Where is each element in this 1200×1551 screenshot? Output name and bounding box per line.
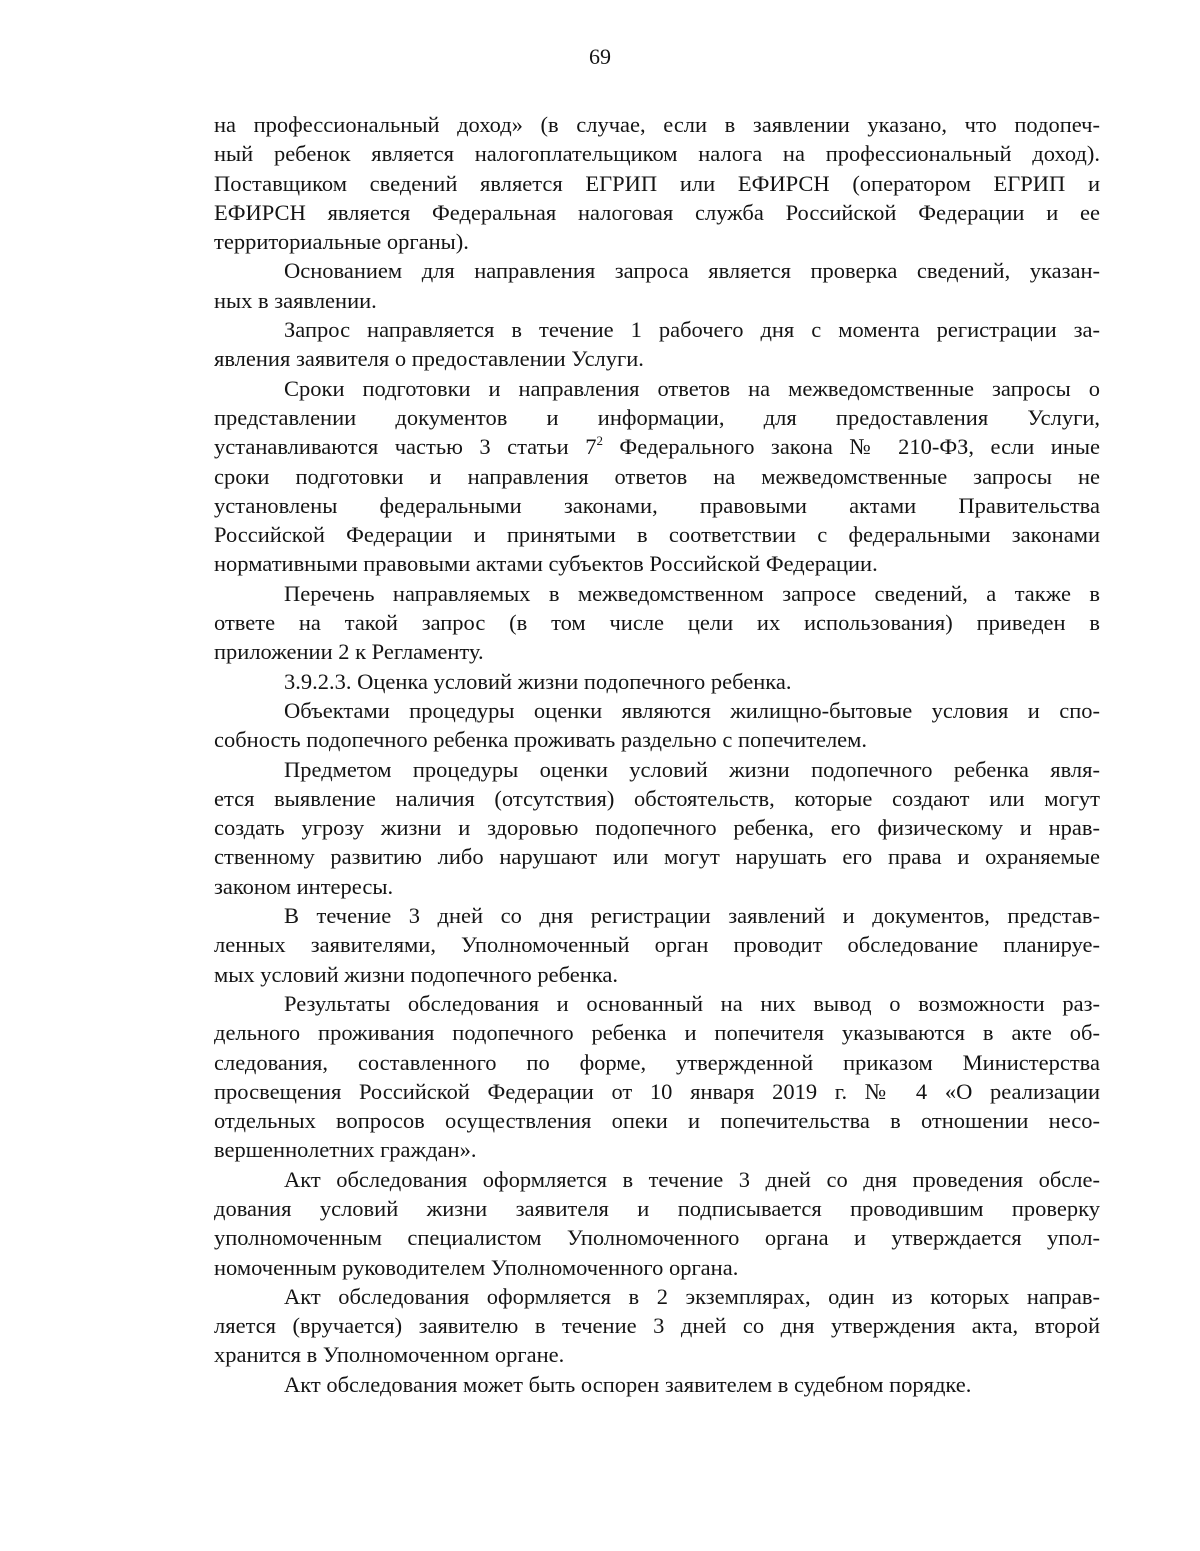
text-line-content: 3.9.2.3. Оценка условий жизни подопечного ребенка.: [284, 668, 792, 694]
text-line-content: Результаты обследования и основанный на них вывод о возможности раз-: [284, 990, 1100, 1016]
document-body: [214, 110, 1100, 1399]
text-line: [214, 227, 1100, 256]
text-line: [214, 755, 1100, 784]
text-line: [214, 1106, 1100, 1135]
text-line-content: ных в заявлении.: [214, 287, 377, 313]
text-line-content: Объектами процедуры оценки являются жилищно-бытовые условия и спо-: [284, 697, 1100, 723]
text-line-content: на профессиональный доход» (в случае, если в заявлении указано, что подопеч-: [214, 112, 1100, 137]
text-line-content: дования условий жизни заявителя и подписывается проводившим проверку: [214, 1195, 1100, 1221]
text-line-content: Поставщиком сведений является ЕГРИП или ЕФИРСН (оператором ЕГРИП и: [214, 170, 1100, 196]
text-line: [214, 813, 1100, 842]
text-line: [214, 1282, 1100, 1311]
text-line-content: устанавливаются частью 3 статьи 7: [214, 434, 597, 460]
text-line-content: нормативными правовыми актами субъектов Российской Федерации.: [214, 551, 878, 577]
text-line: [214, 139, 1100, 168]
text-line: [214, 462, 1100, 491]
text-line-content: ственному развитию либо нарушают или могут нарушать его права и охраняемые: [214, 844, 1100, 870]
text-line-content: уполномоченным специалистом Уполномоченного органа и утверждается упол-: [214, 1225, 1100, 1251]
page-number: 69: [589, 44, 611, 69]
text-line-content: ЕФИРСН является Федеральная налоговая служба Российской Федерации и ее: [214, 199, 1100, 225]
text-line-content: номоченным руководителем Уполномоченного органа.: [214, 1254, 739, 1280]
text-line: [214, 667, 1100, 696]
text-line-content: мых условий жизни подопечного ребенка.: [214, 961, 619, 987]
text-line: [214, 169, 1100, 198]
text-line: [214, 403, 1100, 432]
text-line: [214, 549, 1100, 578]
text-line: [214, 1077, 1100, 1106]
text-line: [214, 608, 1100, 637]
text-line: [214, 520, 1100, 549]
text-line: [214, 842, 1100, 871]
text-line: [214, 1048, 1100, 1077]
text-line-content: ный ребенок является налогоплательщиком налога на профессиональный доход).: [214, 141, 1100, 167]
text-line: [214, 1311, 1100, 1340]
text-line-content: В течение 3 дней со дня регистрации заявлений и документов, представ-: [284, 903, 1100, 929]
text-line-content: Российской Федерации и принятыми в соответствии с федеральными законами: [214, 522, 1100, 548]
text-line: [214, 256, 1100, 285]
text-line: [214, 374, 1100, 403]
text-line: [214, 491, 1100, 520]
text-line-content: следования, составленного по форме, утвержденной приказом Министерства: [214, 1049, 1100, 1075]
text-line: [214, 1135, 1100, 1164]
text-line-content: отдельных вопросов осуществления опеки и попечительства в отношении несо-: [214, 1108, 1100, 1134]
text-line-content: просвещения Российской Федерации от 10 января 2019 г. № 4 «О реализации: [214, 1078, 1100, 1104]
text-line-content: ленных заявителями, Уполномоченный орган проводит обследование планируе-: [214, 932, 1100, 958]
text-line-content: Предметом процедуры оценки условий жизни подопечного ребенка явля-: [284, 756, 1100, 782]
text-line: [214, 989, 1100, 1018]
text-line-content: ляется (вручается) заявителю в течение 3 дней со дня утверждения акта, второй: [214, 1313, 1100, 1339]
text-line: [214, 315, 1100, 344]
text-line-content: Перечень направляемых в межведомственном запросе сведений, а также в: [284, 580, 1100, 606]
text-line-content: создать угрозу жизни и здоровью подопечного ребенка, его физическому и нрав-: [214, 815, 1100, 841]
text-line-content: сроки подготовки и направления ответов на межведомственные запросы не: [214, 463, 1100, 489]
text-line: [214, 696, 1100, 725]
text-line-content: ответе на такой запрос (в том числе цели их использования) приведен в: [214, 610, 1100, 636]
text-line-content: дельного проживания подопечного ребенка и попечителя указываются в акте об-: [214, 1020, 1100, 1046]
text-line-content: Акт обследования оформляется в течение 3 дней со дня проведения обсле-: [284, 1166, 1100, 1192]
text-line-content: Федерального закона № 210-ФЗ, если иные: [602, 434, 1100, 460]
text-line: [214, 930, 1100, 959]
text-line: [214, 344, 1100, 373]
text-line: [214, 784, 1100, 813]
text-line: [214, 725, 1100, 754]
text-line-content: Акт обследования может быть оспорен заявителем в судебном порядке.: [284, 1371, 972, 1397]
text-line: [214, 637, 1100, 666]
text-line: [214, 1018, 1100, 1047]
text-line: [214, 1370, 1100, 1399]
text-line: [214, 960, 1100, 989]
text-line-content: Запрос направляется в течение 1 рабочего дня с момента регистрации за-: [284, 317, 1100, 343]
superscript: 2: [596, 433, 603, 449]
text-line-content: хранится в Уполномоченном органе.: [214, 1342, 565, 1368]
text-line: [214, 1340, 1100, 1369]
text-line-content: собность подопечного ребенка проживать раздельно с попечителем.: [214, 727, 868, 753]
text-line: [214, 198, 1100, 227]
text-line-content: законом интересы.: [214, 873, 394, 899]
text-line: [214, 1165, 1100, 1194]
text-line: [214, 432, 1100, 461]
text-line-content: приложении 2 к Регламенту.: [214, 639, 484, 665]
text-line: [214, 901, 1100, 930]
text-line-content: Акт обследования оформляется в 2 экземплярах, один из которых направ-: [284, 1283, 1100, 1309]
text-line-content: установлены федеральными законами, правовыми актами Правительства: [214, 492, 1100, 518]
text-line-content: ется выявление наличия (отсутствия) обстоятельств, которые создают или могут: [214, 785, 1100, 811]
text-line: [214, 579, 1100, 608]
text-line-content: территориальные органы).: [214, 229, 469, 255]
text-line-content: Сроки подготовки и направления ответов на межведомственные запросы о: [284, 375, 1100, 401]
text-line: [214, 110, 1100, 139]
text-line-content: вершеннолетних граждан».: [214, 1137, 477, 1163]
text-line: [214, 286, 1100, 315]
text-line-content: Основанием для направления запроса является проверка сведений, указан-: [284, 258, 1100, 284]
text-line-content: явления заявителя о предоставлении Услуги.: [214, 346, 644, 372]
text-line-content: представлении документов и информации, для предоставления Услуги,: [214, 404, 1100, 430]
text-line: [214, 1253, 1100, 1282]
text-line: [214, 1194, 1100, 1223]
text-line: [214, 872, 1100, 901]
text-line: [214, 1223, 1100, 1252]
